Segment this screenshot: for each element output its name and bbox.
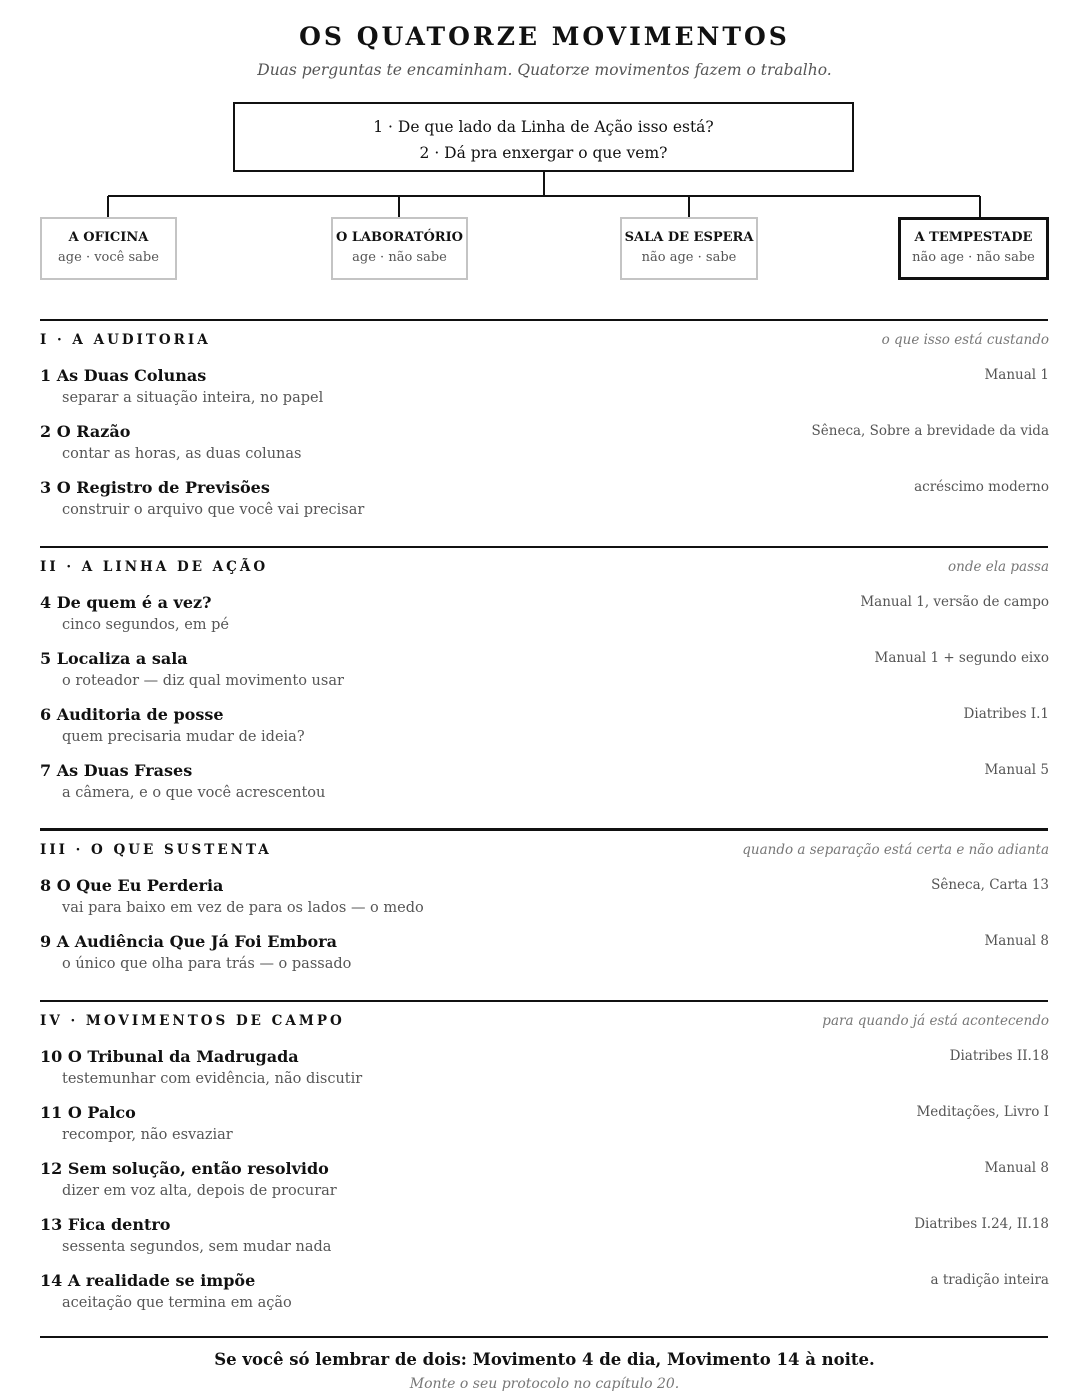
section-title: II · A LINHA DE AÇÃO: [40, 559, 269, 575]
routing-tree-lines: [0, 0, 1089, 230]
movement-item: [40, 1103, 1049, 1153]
section-divider: [40, 319, 1048, 321]
movement-name: 6 Auditoria de posse: [40, 705, 224, 724]
movement-item: [40, 932, 1049, 982]
movement-desc: aceitação que termina em ação: [62, 1295, 292, 1311]
movement-desc: vai para baixo em vez de para os lados — o medo: [62, 900, 424, 916]
footer-divider: [40, 1336, 1048, 1338]
movement-desc: dizer em voz alta, depois de procurar: [62, 1183, 337, 1199]
movement-name: 2 O Razão: [40, 422, 131, 441]
page-subtitle: Duas perguntas te encaminham. Quatorze movimentos fazem o trabalho.: [257, 61, 832, 79]
movement-source: Diatribes I.1: [963, 706, 1049, 722]
footer-summary: Se você só lembrar de dois: Movimento 4 de dia, Movimento 14 à noite.: [214, 1350, 875, 1369]
movement-name: 12 Sem solução, então resolvido: [40, 1159, 329, 1178]
room-tempestade: [898, 217, 1049, 280]
movement-source: acréscimo moderno: [914, 479, 1049, 495]
movement-desc: separar a situação inteira, no papel: [62, 390, 324, 406]
room-oficina: [40, 217, 177, 280]
movement-source: Manual 1 + segundo eixo: [874, 650, 1049, 666]
room-sub: age · não sabe: [352, 250, 447, 265]
movement-source: Manual 8: [984, 1160, 1049, 1176]
room-name: SALA DE ESPERA: [624, 230, 754, 245]
movement-name: 10 O Tribunal da Madrugada: [40, 1047, 299, 1066]
movement-name: 13 Fica dentro: [40, 1215, 171, 1234]
room-name: A TEMPESTADE: [914, 230, 1033, 245]
section-note: quando a separação está certa e não adianta: [742, 842, 1049, 858]
movement-source: Sêneca, Sobre a brevidade da vida: [811, 423, 1049, 439]
movement-item: [40, 593, 1049, 643]
section-note: para quando já está acontecendo: [822, 1013, 1049, 1029]
section-title: I · A AUDITORIA: [40, 332, 211, 348]
movement-desc: construir o arquivo que você vai precisar: [62, 502, 365, 518]
movement-desc: contar as horas, as duas colunas: [62, 446, 302, 462]
room-sub: não age · não sabe: [912, 250, 1035, 265]
room-name: O LABORATÓRIO: [335, 230, 464, 245]
footer-note: Monte o seu protocolo no capítulo 20.: [409, 1376, 680, 1392]
movement-item: [40, 1215, 1049, 1265]
movement-desc: quem precisaria mudar de ideia?: [62, 729, 305, 745]
movement-name: 11 O Palco: [40, 1103, 136, 1122]
room-sub: age · você sabe: [58, 250, 159, 265]
movement-name: 8 O Que Eu Perderia: [40, 876, 224, 895]
movement-source: Sêneca, Carta 13: [931, 877, 1049, 893]
movement-item: [40, 422, 1049, 472]
movement-desc: o roteador — diz qual movimento usar: [62, 673, 344, 689]
movement-item: [40, 1159, 1049, 1209]
movement-desc: sessenta segundos, sem mudar nada: [62, 1239, 332, 1255]
movement-item: [40, 876, 1049, 926]
movement-source: a tradição inteira: [930, 1272, 1049, 1288]
movement-source: Manual 1, versão de campo: [860, 594, 1049, 610]
section-divider: [40, 1000, 1048, 1002]
question-2: 2 · Dá pra enxergar o que vem?: [419, 144, 668, 162]
section-title: III · O QUE SUSTENTA: [40, 842, 272, 858]
movement-name: 14 A realidade se impõe: [40, 1271, 256, 1290]
movement-item: [40, 1047, 1049, 1097]
section-divider: [40, 546, 1048, 548]
movement-source: Meditações, Livro I: [916, 1104, 1049, 1120]
movement-desc: testemunhar com evidência, não discutir: [62, 1071, 363, 1087]
movement-desc: o único que olha para trás — o passado: [62, 956, 352, 972]
movement-source: Diatribes II.18: [949, 1048, 1049, 1064]
section-title: IV · MOVIMENTOS DE CAMPO: [40, 1013, 345, 1029]
movement-name: 3 O Registro de Previsões: [40, 478, 270, 497]
page-title: OS QUATORZE MOVIMENTOS: [299, 22, 790, 51]
movement-item: [40, 478, 1049, 528]
movement-item: [40, 366, 1049, 416]
movement-source: Manual 5: [984, 762, 1049, 778]
movement-source: Manual 1: [984, 367, 1049, 383]
section-note: onde ela passa: [948, 559, 1049, 575]
movement-name: 9 A Audiência Que Já Foi Embora: [40, 932, 337, 951]
section-note: o que isso está custando: [881, 332, 1049, 348]
movement-name: 7 As Duas Frases: [40, 761, 193, 780]
room-sub: não age · sabe: [641, 250, 737, 265]
movement-desc: recompor, não esvaziar: [62, 1127, 233, 1143]
movement-desc: a câmera, e o que você acrescentou: [62, 785, 326, 801]
room-name: A OFICINA: [68, 230, 149, 245]
movement-name: 1 As Duas Colunas: [40, 366, 207, 385]
movement-source: Diatribes I.24, II.18: [914, 1216, 1049, 1232]
movement-item: [40, 761, 1049, 811]
movement-item: [40, 705, 1049, 755]
movement-item: [40, 1271, 1049, 1321]
room-laboratorio: [331, 217, 468, 280]
room-sala-de-espera: [620, 217, 758, 280]
movement-name: 4 De quem é a vez?: [40, 593, 212, 612]
movement-desc: cinco segundos, em pé: [62, 617, 230, 633]
movement-item: [40, 649, 1049, 699]
section-divider: [40, 828, 1048, 831]
question-1: 1 · De que lado da Linha de Ação isso está?: [373, 118, 714, 136]
movement-source: Manual 8: [984, 933, 1049, 949]
movement-name: 5 Localiza a sala: [40, 649, 188, 668]
